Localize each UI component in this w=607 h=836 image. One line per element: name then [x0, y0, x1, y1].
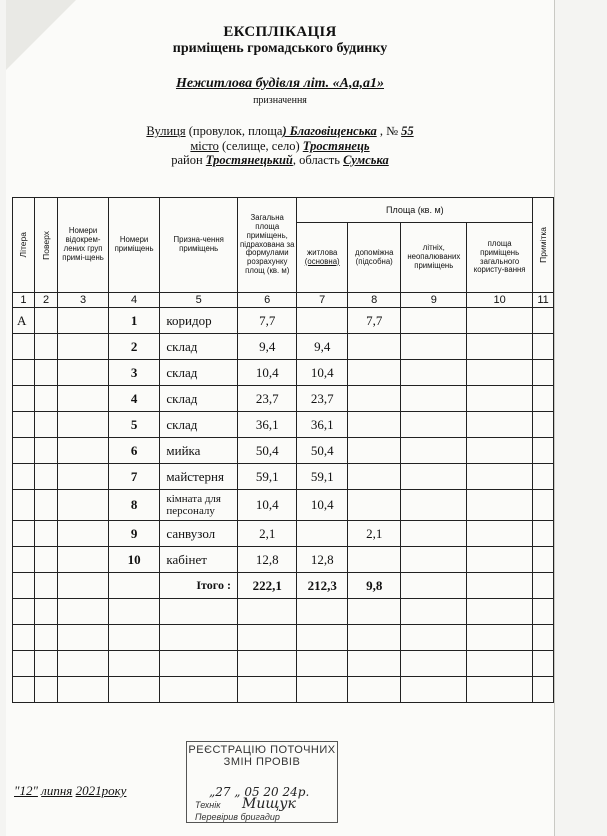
header-common: площа приміщень загального користу-вання	[467, 223, 533, 293]
district-label: район	[171, 153, 203, 167]
table-row: 4 склад 23,7 23,7	[13, 386, 554, 412]
table-row: 3 склад 10,4 10,4	[13, 360, 554, 386]
document-date	[14, 783, 126, 799]
empty-row	[13, 599, 554, 625]
street-label: Вулиця	[146, 124, 186, 138]
explication-table	[12, 197, 554, 703]
totals-label: Ітого :	[160, 573, 238, 599]
header-litera: Літера	[13, 198, 35, 293]
header-summer: літніх, неопалюваних приміщень	[401, 223, 467, 293]
header-total-area: Загальна площа приміщень, підрахована за формулами розрахунку площ (кв. м)	[237, 198, 297, 293]
district-line	[6, 153, 554, 168]
date-year: 2021року	[75, 783, 127, 798]
header-area-group: Площа (кв. м)	[297, 198, 533, 223]
street-line	[6, 124, 554, 139]
district-value: Тростянецький	[205, 153, 293, 167]
table-row: 5 склад 36,1 36,1	[13, 412, 554, 438]
document-title: ЕКСПЛІКАЦІЯ	[223, 24, 337, 40]
stamp-brigadier-label: Перевірив бригадир	[195, 812, 280, 822]
table-row: А 1 коридор 7,7 7,7	[13, 308, 554, 334]
document-page	[6, 0, 555, 836]
table-row: 8 кімната для персоналу 10,4 10,4	[13, 490, 554, 521]
street-hint: (провулок, площа	[188, 124, 283, 138]
building-name: Нежитлова будівля літ. «А,а,а1»	[175, 76, 385, 91]
header-room-numbers: Номери приміщень	[108, 198, 160, 293]
empty-row	[13, 651, 554, 677]
header-note: Примітка	[533, 198, 554, 293]
date-month: липня	[41, 783, 73, 798]
header-group-numbers: Номери відокрем-лених груп примі-щень	[58, 198, 109, 293]
building-caption: призначення	[253, 95, 307, 106]
header-auxiliary: допоміжна (підсобна)	[347, 223, 401, 293]
table-row: 9 санвузол 2,1 2,1	[13, 521, 554, 547]
table-row: 10 кабінет 12,8 12,8	[13, 547, 554, 573]
header-purpose: Призна-чення приміщень	[160, 198, 238, 293]
column-number-row: 1 2 3 4 5 6 7 8 9 10 11	[13, 293, 554, 308]
table-row: 2 склад 9,4 9,4	[13, 334, 554, 360]
street-value: ) Благовіщенська	[282, 124, 377, 138]
region-label: , область	[292, 153, 340, 167]
table-row: 6 мийка 50,4 50,4	[13, 438, 554, 464]
document-subtitle: приміщень громадського будинку	[172, 41, 388, 56]
stamp-tech-signature: Мищук	[242, 796, 296, 812]
header-living: житлова (основна)	[297, 223, 348, 293]
header-floor: Поверх	[34, 198, 58, 293]
registration-stamp	[186, 741, 338, 823]
date-day: "12"	[14, 783, 38, 798]
stamp-date: „27 „ 05 20 24р.	[209, 785, 310, 799]
totals-living: 212,3	[297, 573, 348, 599]
empty-row	[13, 625, 554, 651]
city-hint: (селище, село)	[221, 139, 300, 153]
totals-row	[13, 573, 554, 599]
stamp-tech-label: Технік	[195, 800, 221, 810]
city-value: Тростянець	[302, 139, 370, 153]
empty-row	[13, 677, 554, 703]
number-value: 55	[401, 124, 414, 138]
stamp-title: РЕЄСТРАЦІЮ ПОТОЧНИХ ЗМІН ПРОВІВ	[188, 744, 336, 768]
city-line	[6, 139, 554, 154]
totals-aux: 9,8	[347, 573, 401, 599]
city-label: місто	[190, 139, 219, 153]
table-row: 7 майстерня 59,1 59,1	[13, 464, 554, 490]
region-value: Сумська	[343, 153, 389, 167]
number-label: , №	[379, 124, 399, 138]
totals-total: 222,1	[237, 573, 297, 599]
